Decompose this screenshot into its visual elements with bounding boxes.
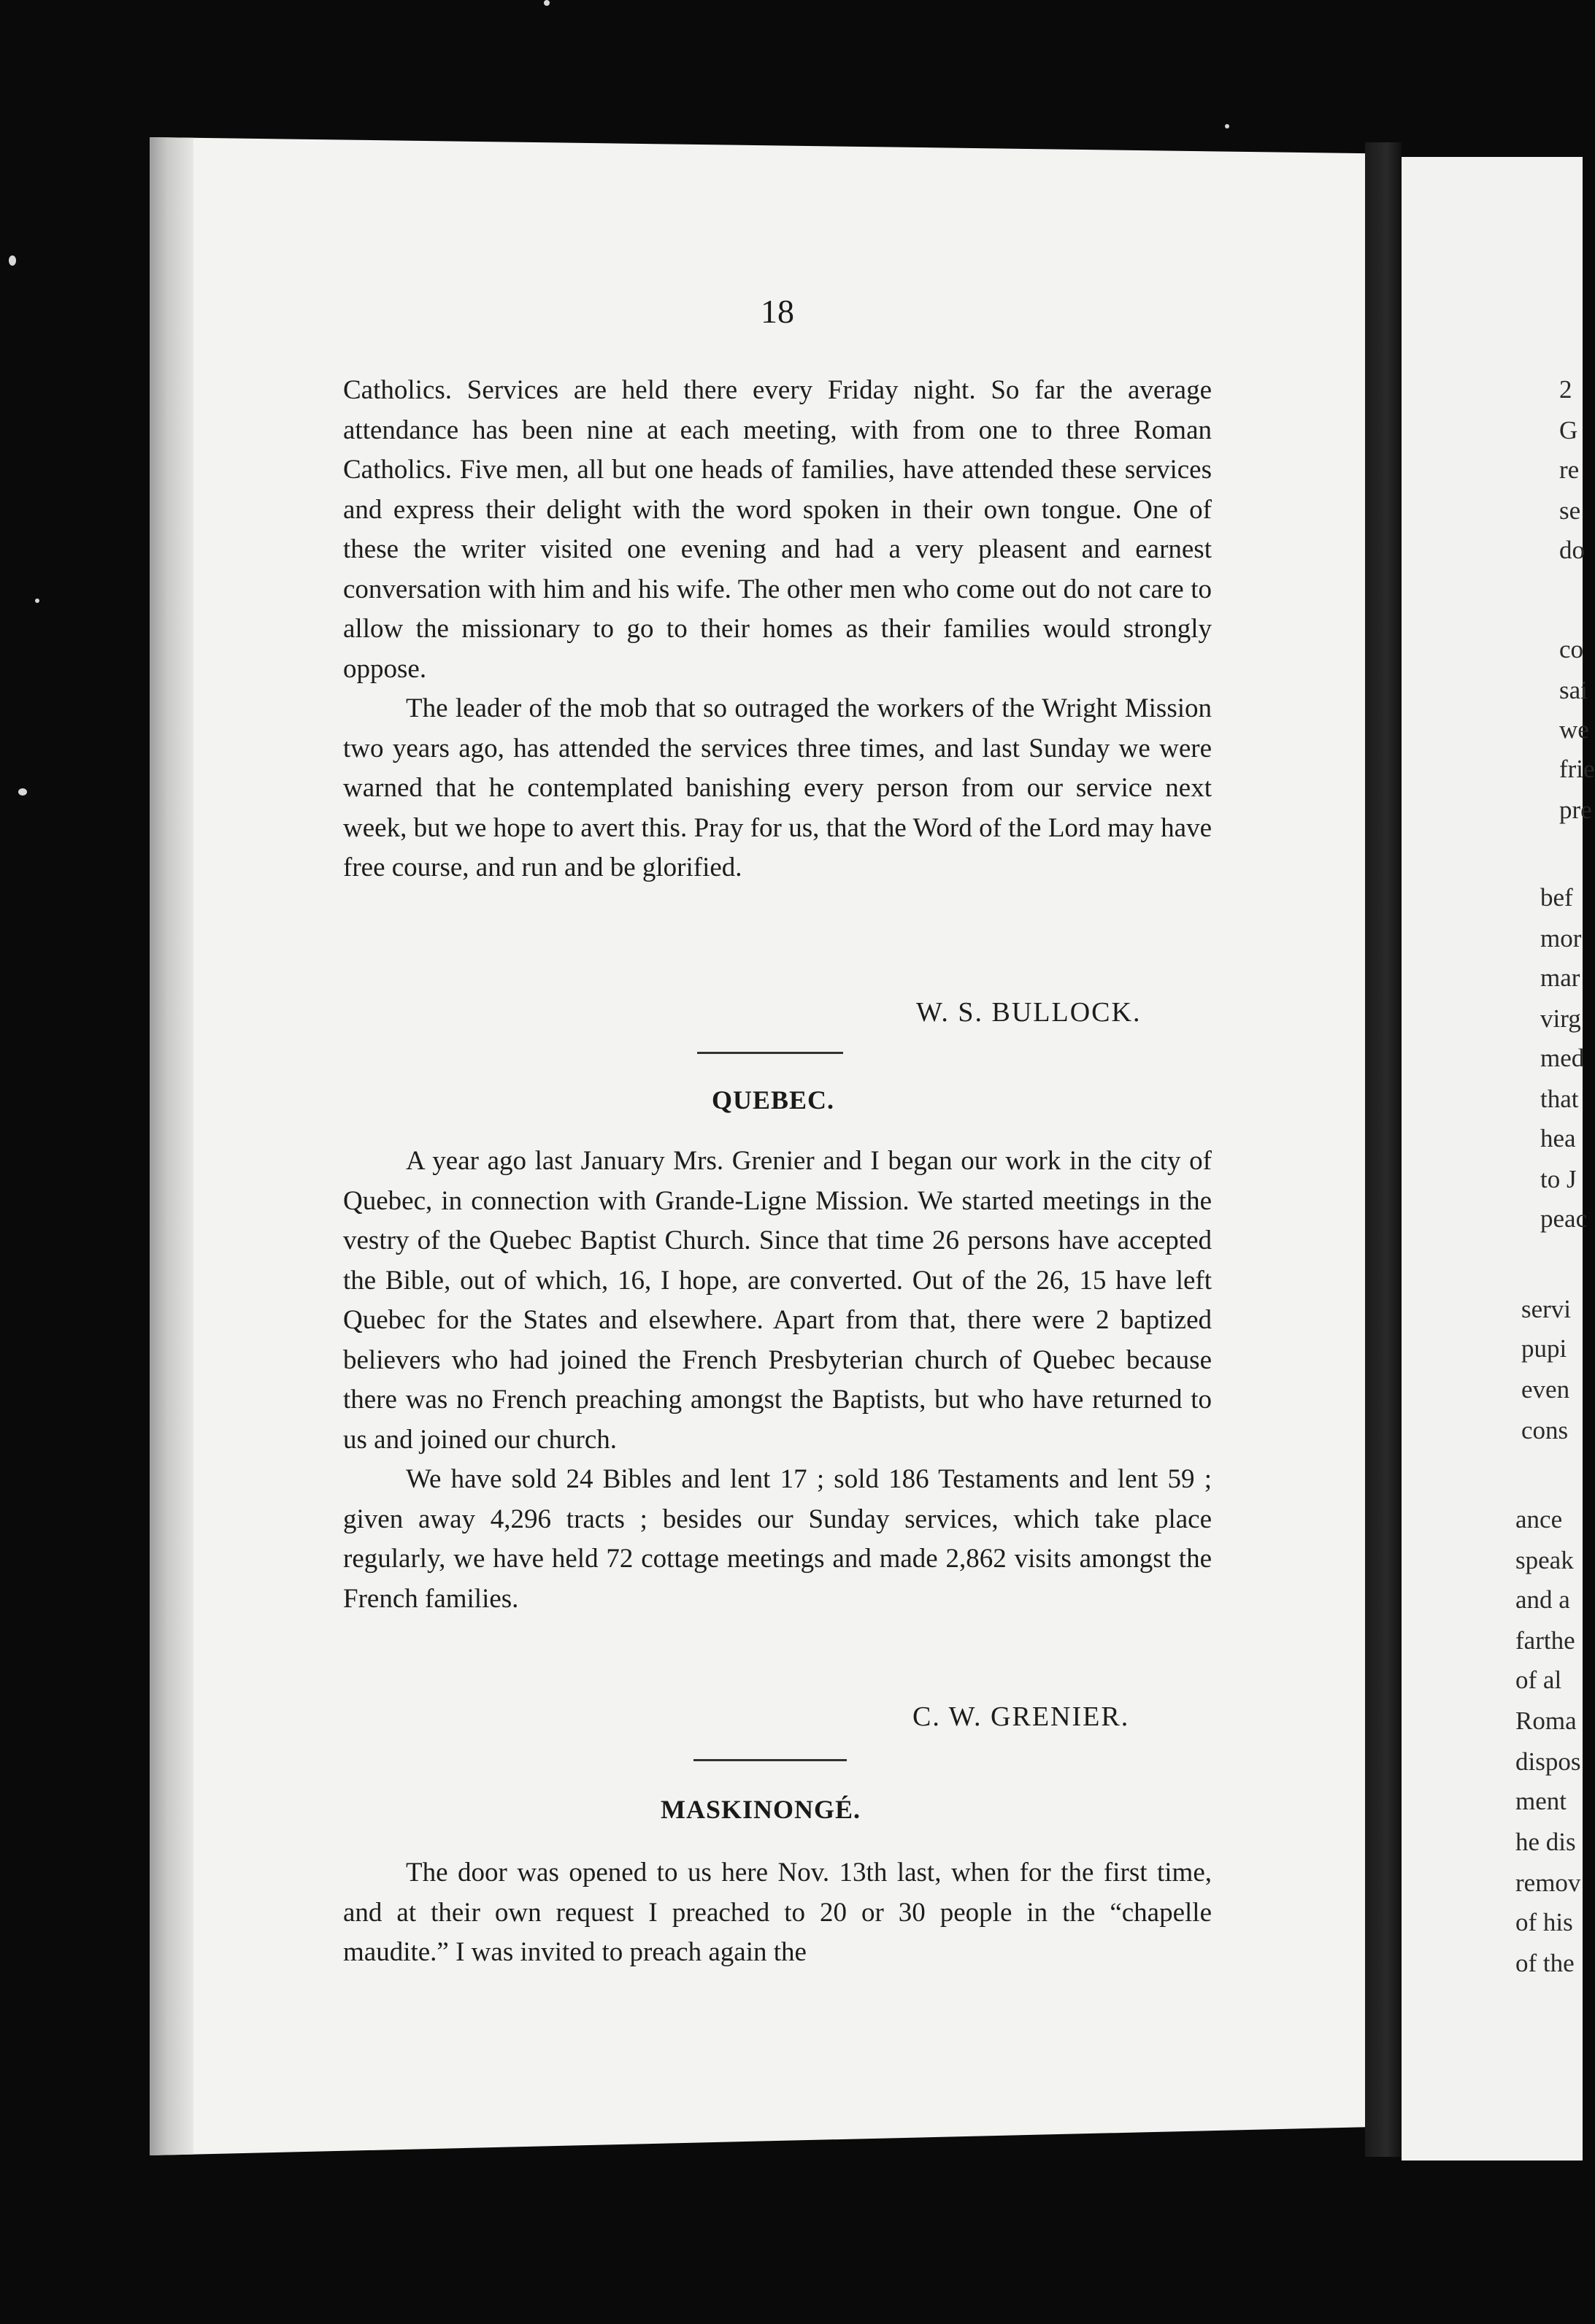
fragment: Roma [1515,1707,1577,1735]
fragment: re [1559,455,1580,484]
fragment: G [1559,416,1578,445]
paragraph: The door was opened to us here Nov. 13th last, when for the first time, and at their own request I preached to 20 or 30 people in the “chapelle maudite.” I was invited to preach again the [343,1858,1212,1967]
fragment: of his [1515,1908,1573,1936]
fragment: farthe [1515,1626,1575,1655]
fragment: se [1559,496,1581,525]
fragment: speak [1515,1546,1574,1574]
fragment: med [1540,1044,1585,1072]
fragment: peac [1540,1204,1588,1233]
section-title-quebec: QUEBEC. [712,1085,835,1115]
facing-page-text-fragments [1511,0,1595,2324]
section-divider [697,1052,843,1054]
section-3-text [343,1853,1212,1973]
fragment: bef [1540,883,1573,912]
fragment: hea [1540,1124,1576,1153]
fragment: cons [1521,1416,1569,1444]
fragment: do [1559,536,1585,564]
fragment: to J [1540,1165,1577,1193]
fragment: mor [1540,924,1582,953]
section-1-text [343,371,1212,888]
section-divider [693,1759,847,1761]
fragment: servi [1521,1295,1572,1323]
signature-bullock: W. S. BULLOCK. [916,997,1142,1028]
fragment: frie [1559,755,1595,783]
fragment: mar [1540,963,1580,992]
fragment: co [1559,635,1584,663]
page-number: 18 [761,293,794,330]
fragment: of al [1515,1666,1562,1694]
fragment: ment [1515,1787,1567,1815]
fragment: 2 [1559,375,1572,404]
section-2-text [343,1142,1212,1619]
paragraph: A year ago last January Mrs. Grenier and I began our work in the city of Quebec, in connection with Grande-Ligne Mission. We started meetings in the vestry of the Quebec Baptist Church. Since that time 26 persons have accepted the Bible, out of which, 16, I hope, are converted. Out of the 26, 15 have left Quebec for the States and elsewhere. Apart from that, there were 2 baptized believers who had joined the French Presbyterian church of Quebec because there was no French preaching amongst the Baptists, but who have returned to us and joined our church. [343,1146,1212,1455]
fragment: and a [1515,1585,1570,1614]
fragment: that [1540,1085,1579,1113]
book-gutter [1365,142,1402,2157]
fragment: even [1521,1375,1570,1404]
fragment: of the [1515,1949,1575,1977]
signature-grenier: C. W. GRENIER. [912,1701,1130,1732]
paragraph: Catholics. Services are held there every Friday night. So far the average attendance has been nine at each meeting, with from one to three Roman Catholics. Five men, all but one heads of families, have attended these services and express their delight with the word spoken in their own tongue. One of these the writer visited one evening and had a very pleasent and earnest conversation with him and his wife. The other men who come out do not care to allow the missionary to go to their homes as their families would strongly oppose. [343,375,1212,684]
section-title-maskinonge: MASKINONGÉ. [661,1795,861,1824]
fragment: remov [1515,1869,1581,1897]
fragment: pupi [1521,1334,1567,1363]
fragment: we [1559,715,1589,744]
paragraph: The leader of the mob that so outraged the workers of the Wright Mission two years ago, has attended the services three times, and last Sunday we were warned that he contemplated banishing every person from our service next week, but we hope to avert this. Pray for us, that the Word of the Lord may have free course, and run and be glorified. [343,693,1212,882]
fragment: he dis [1515,1828,1576,1856]
fragment: virg [1540,1004,1581,1033]
paragraph: We have sold 24 Bibles and lent 17 ; sold 186 Testaments and lent 59 ; given away 4,296 tracts ; besides our Sunday services, which take place regularly, we have held 72 cottage meetings and made 2,862 visits amongst the French families. [343,1464,1212,1614]
page-edge-shadow [150,137,193,2155]
fragment: sai [1559,676,1588,704]
fragment: ance [1515,1505,1563,1534]
fragment: pre [1559,796,1592,824]
fragment: dispos [1515,1747,1581,1776]
